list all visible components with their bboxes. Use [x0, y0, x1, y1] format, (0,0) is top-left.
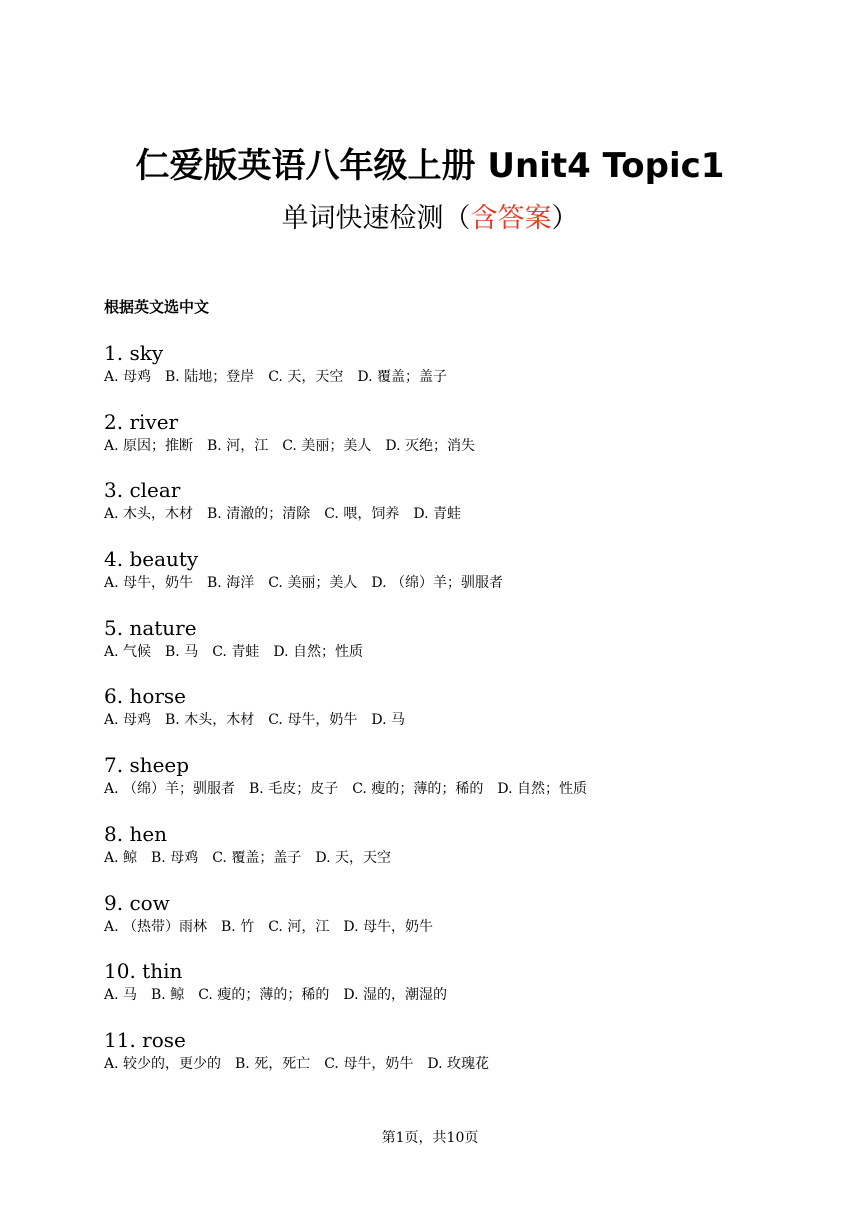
option-a: A. 母牛，奶牛	[104, 575, 194, 592]
question-word: 7. sheep	[104, 753, 190, 778]
question-options	[104, 984, 804, 1006]
question-options	[104, 503, 804, 525]
option-b: B. 木头，木材	[165, 712, 255, 729]
option-b: B. 鲸	[151, 987, 185, 1004]
option-a: A. 木头，木材	[104, 506, 194, 523]
option-a: A. 马	[104, 987, 138, 1004]
question-options	[104, 641, 804, 663]
question-word: 9. cow	[104, 890, 170, 915]
subtitle-highlight: 含答案	[470, 203, 552, 234]
option-a: A. 母鸡	[104, 712, 152, 729]
option-b: B. 马	[165, 643, 199, 660]
option-c: C. 瘦的；薄的；稀的	[198, 987, 330, 1004]
option-a: A. 较少的，更少的	[104, 1055, 222, 1072]
option-d: D. 马	[371, 712, 405, 729]
question-word: 4. beauty	[104, 547, 199, 572]
option-c: C. 青蛙	[212, 643, 260, 660]
option-c: C. 覆盖；盖子	[212, 849, 302, 866]
option-b: B. 竹	[221, 918, 255, 935]
question-item	[104, 477, 804, 546]
question-item	[104, 821, 804, 890]
question-item	[104, 615, 804, 684]
question-options	[104, 1053, 804, 1075]
option-d: D. 覆盖；盖子	[357, 369, 447, 385]
question-options	[104, 778, 804, 800]
option-a: A. 母鸡	[104, 369, 152, 385]
page-title: 仁爱版英语八年级上册 Unit4 Topic1	[135, 146, 725, 186]
subtitle-prefix: 单词快速检测（	[281, 203, 471, 234]
subtitle-suffix: ）	[551, 203, 579, 234]
question-options	[104, 709, 804, 731]
option-c: C. 瘦的；薄的；稀的	[352, 781, 484, 798]
option-b: B. 清澈的；清除	[207, 506, 311, 523]
question-list	[104, 340, 804, 1096]
question-options	[104, 847, 804, 869]
option-b: B. 毛皮；皮子	[249, 781, 339, 798]
option-d: D. 灭绝；消失	[385, 437, 475, 454]
question-item	[104, 409, 804, 478]
question-item	[104, 890, 804, 959]
option-a: A. （绵）羊；驯服者	[104, 781, 236, 798]
option-d: D. 自然；性质	[497, 781, 587, 798]
option-d: D. 湿的，潮湿的	[343, 987, 447, 1004]
question-word: 11. rose	[104, 1027, 186, 1052]
question-word: 10. thin	[104, 959, 183, 984]
option-c: C. 美丽；美人	[268, 575, 358, 592]
question-options	[104, 572, 804, 594]
option-c: C. 天，天空	[268, 369, 344, 385]
question-options	[104, 435, 804, 457]
option-a: A. 原因；推断	[104, 437, 194, 454]
question-word: 2. river	[104, 409, 179, 434]
option-a: A. （热带）雨林	[104, 918, 208, 935]
question-item	[104, 546, 804, 615]
question-word: 6. horse	[104, 684, 187, 709]
question-item	[104, 958, 804, 1027]
option-d: D. 自然；性质	[273, 643, 363, 660]
question-word: 5. nature	[104, 615, 197, 640]
question-item	[104, 340, 804, 409]
option-b: B. 母鸡	[151, 849, 199, 866]
option-c: C. 美丽；美人	[282, 437, 372, 454]
option-c: C. 母牛，奶牛	[324, 1055, 414, 1072]
question-word: 1. sky	[104, 341, 164, 365]
option-c: C. 河，江	[268, 918, 330, 935]
option-d: D. 青蛙	[413, 506, 461, 523]
page-subtitle	[0, 196, 860, 235]
option-b: B. 河，江	[207, 437, 269, 454]
section-title: 根据英文选中文	[104, 298, 210, 316]
option-c: C. 母牛，奶牛	[268, 712, 358, 729]
question-item	[104, 1027, 804, 1096]
option-b: B. 陆地；登岸	[165, 369, 255, 385]
option-b: B. 海洋	[207, 575, 255, 592]
option-b: B. 死，死亡	[235, 1055, 311, 1072]
option-d: D. 母牛，奶牛	[343, 918, 433, 935]
option-d: D. 天，天空	[315, 849, 391, 866]
question-word: 8. hen	[104, 821, 168, 846]
question-word: 3. clear	[104, 478, 181, 503]
page-footer: 第1页，共10页	[381, 1130, 479, 1146]
option-d: D. 玫瑰花	[427, 1055, 489, 1072]
question-item	[104, 752, 804, 821]
option-a: A. 鲸	[104, 849, 138, 866]
option-a: A. 气候	[104, 643, 152, 660]
question-options	[104, 366, 804, 388]
question-options	[104, 916, 804, 938]
question-item	[104, 683, 804, 752]
option-c: C. 喂，饲养	[324, 506, 400, 523]
option-d: D. （绵）羊；驯服者	[371, 575, 503, 592]
